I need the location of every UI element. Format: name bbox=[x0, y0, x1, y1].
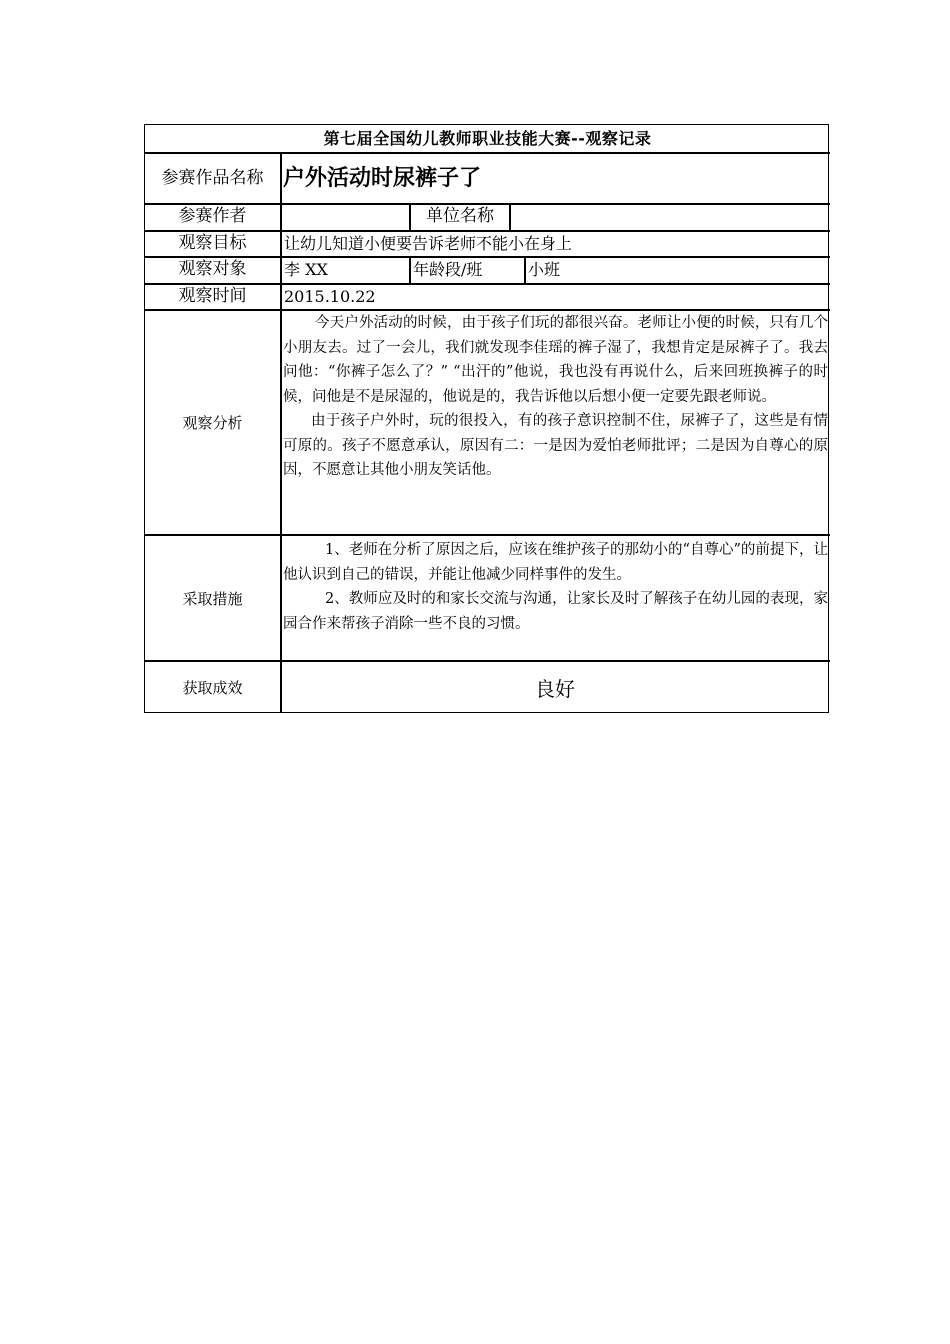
measures-content bbox=[282, 536, 828, 660]
subject-value: 李 XX bbox=[284, 260, 328, 279]
work-name-label: 参赛作品名称 bbox=[161, 167, 264, 188]
author-value bbox=[282, 204, 409, 230]
observation-record-form bbox=[144, 124, 829, 713]
unit-value bbox=[511, 204, 828, 230]
author-label: 参赛作者 bbox=[178, 206, 247, 226]
time-value: 2015.10.22 bbox=[284, 287, 376, 306]
result-value: 良好 bbox=[535, 676, 575, 701]
analysis-paragraph: 今天户外活动的时候，由于孩子们玩的都很兴奋。老师让小便的时候，只有几个小朋友去。过了一会儿，我们就发现李佳瑶的裤子湿了，我想肯定是尿裤子了。我去问他：“你裤子怎么了？” “出汗的”他说，我也没有再说什么，后来回班换裤子的时候，问他是不是尿湿的，他说是的，我告诉他以后想小便一定要先跟老师说。 bbox=[283, 315, 828, 405]
unit-label: 单位名称 bbox=[426, 206, 494, 226]
measures-paragraph: 1、老师在分析了原因之后，应该在维护孩子的那幼小的“自尊心”的前提下，让他认识到自己的错误，并能让他减少同样事件的发生。 bbox=[283, 542, 828, 583]
form-title: 第七届全国幼儿教师职业技能大赛--观察记录 bbox=[323, 129, 652, 148]
measures-label: 采取措施 bbox=[182, 589, 243, 608]
age-value: 小班 bbox=[528, 260, 561, 279]
goal-value: 让幼儿知道小便要告诉老师不能小在身上 bbox=[284, 234, 573, 253]
work-name-value: 户外活动时尿裤子了 bbox=[283, 166, 482, 191]
age-label: 年龄段/班 bbox=[413, 260, 483, 279]
analysis-label: 观察分析 bbox=[182, 414, 243, 432]
analysis-paragraph: 由于孩子户外时，玩的很投入，有的孩子意识控制不住，尿裤子了，这些是有情可原的。孩子不愿意承认，原因有二：一是因为爱怕老师批评；二是因为自尊心的原因，不愿意让其他小朋友笑话他。 bbox=[283, 413, 828, 478]
result-label: 获取成效 bbox=[182, 678, 243, 697]
analysis-content bbox=[282, 311, 828, 534]
time-label: 观察时间 bbox=[178, 286, 247, 306]
goal-label: 观察目标 bbox=[178, 233, 247, 253]
subject-label: 观察对象 bbox=[178, 259, 247, 279]
measures-paragraph: 2、教师应及时的和家长交流与沟通，让家长及时了解孩子在幼儿园的表现，家园合作来帮孩子消除一些不良的习惯。 bbox=[283, 591, 828, 632]
